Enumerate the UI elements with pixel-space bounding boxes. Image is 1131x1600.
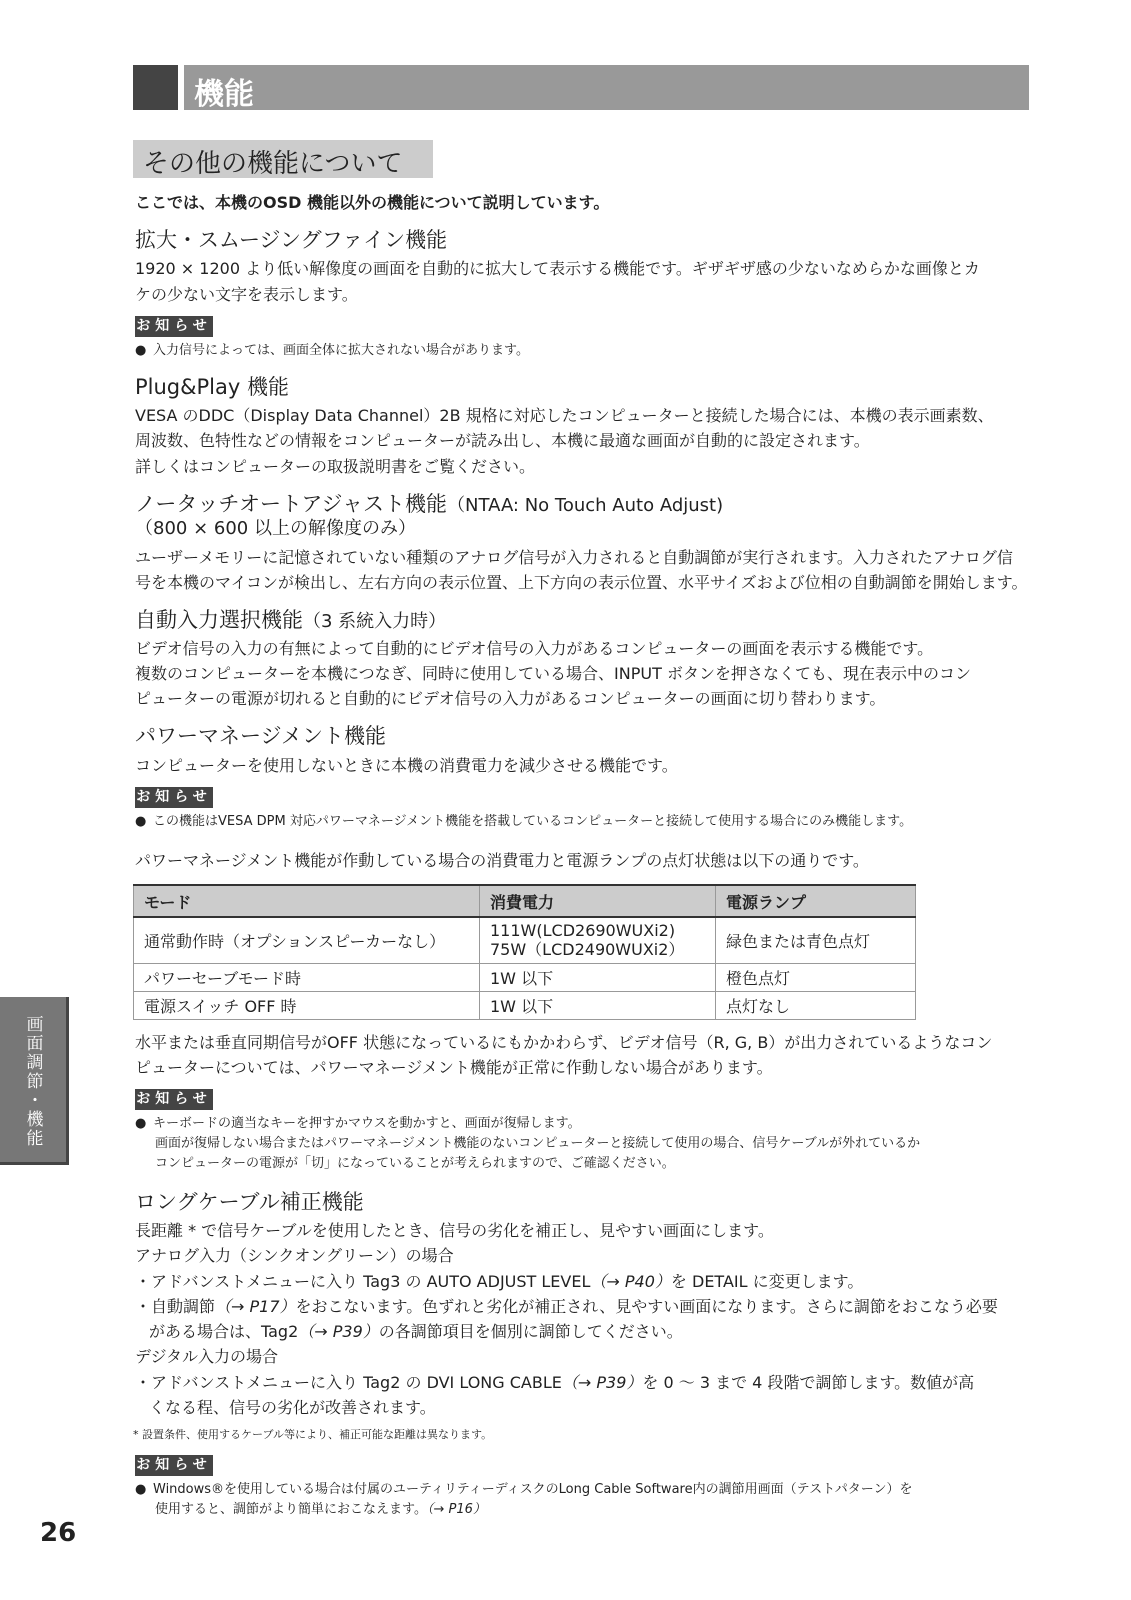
page-ref-p39: （→ P39） (298, 1322, 379, 1341)
s1-body1: 1920 × 1200 より低い解像度の画面を自動的に拡大して表示する機能です。ギザギザ感の少ないなめらかな画像とカ (135, 259, 980, 278)
s6-body8: くなる程、信号の劣化が改善されます。 (149, 1398, 436, 1417)
cell-lamp: 橙色点灯 (716, 963, 916, 991)
cell-power (480, 917, 716, 963)
bullet-icon: ● (135, 1116, 147, 1131)
s6-title: ロングケーブル補正機能 (135, 1190, 364, 1214)
header-block (133, 65, 178, 110)
page-ref-p16: （→ P16） (426, 1502, 486, 1517)
col-header-lamp: 電源ランプ (716, 885, 916, 917)
notice-label: お知らせ (135, 1455, 213, 1476)
s5-note2c: コンピューターの電源が「切」になっていることが考えられますので、ご確認ください。 (155, 1156, 675, 1171)
s6-body7a: ・アドバンストメニューに入り Tag2 の DVI LONG CABLE (135, 1373, 562, 1392)
s5-body4: ピューターについては、パワーマネージメント機能が正常に作動しない場合があります。 (135, 1058, 773, 1077)
page-title: 機能 (194, 77, 254, 112)
s2-body1: VESA のDDC（Display Data Channel）2B 規格に対応したコンピューターと接続した場合には、本機の表示画素数、 (135, 406, 994, 425)
notice-label: お知らせ (135, 1089, 213, 1110)
side-tab-label: 画面調節・機能 (22, 1015, 43, 1148)
s5-note-text: この機能はVESA DPM 対応パワーマネージメント機能を搭載しているコンピューターと接続して使用する場合にのみ機能します。 (153, 814, 913, 829)
s2-body3: 詳しくはコンピューターの取扱説明書をご覧ください。 (135, 457, 536, 476)
table-row (134, 917, 916, 963)
col-header-mode: モード (134, 885, 480, 917)
s6-body3c: を DETAIL に変更します。 (670, 1272, 864, 1291)
cell-power: 1W 以下 (480, 963, 716, 991)
s5-body2: パワーマネージメント機能が作動している場合の消費電力と電源ランプの点灯状態は以下の通りです。 (135, 851, 869, 870)
s4-title-suffix: （3 系統入力時） (303, 611, 447, 632)
cell-power-line2: 75W（LCD2490WUXi2） (490, 940, 685, 960)
cell-mode: 通常動作時（オプションスピーカーなし） (134, 917, 480, 963)
s6-body5a: がある場合は、Tag2 (149, 1322, 299, 1341)
s4-title (135, 606, 446, 636)
page-ref-p39: （→ P39） (561, 1373, 643, 1392)
side-tab (0, 997, 69, 1165)
page-number: 26 (40, 1518, 77, 1548)
s6-body7c: を 0 〜 3 まで 4 段階で調節します。数値が高 (642, 1373, 975, 1392)
section-title-box (133, 140, 433, 178)
s1-title: 拡大・スムージングファイン機能 (135, 228, 448, 252)
s4-body2: 複数のコンピューターを本機につなぎ、同時に使用している場合、INPUT ボタンを押さなくても、現在表示中のコン (135, 664, 971, 683)
footnote: * 設置条件、使用するケーブル等により、補正可能な距離は異なります。 (133, 1428, 493, 1441)
page-ref-p40: （→ P40） (590, 1272, 671, 1291)
cell-lamp: 点灯なし (716, 991, 916, 1019)
header-bar (184, 65, 1029, 110)
s2-title: Plug&Play 機能 (135, 375, 289, 399)
s6-body4 (135, 1294, 1045, 1320)
s1-body2: ケの少ない文字を表示します。 (135, 285, 358, 304)
s5-title: パワーマネージメント機能 (135, 724, 386, 748)
notice-label: お知らせ (135, 787, 213, 808)
s5-note2 (135, 1114, 1050, 1174)
col-header-power: 消費電力 (480, 885, 716, 917)
cell-power-line1: 111W(LCD2690WUXi2) (490, 921, 676, 941)
table-row (134, 991, 916, 1019)
s5-note2a: キーボードの適当なキーを押すかマウスを動かすと、画面が復帰します。 (153, 1116, 581, 1131)
s6-body4a: ・自動調節 (135, 1297, 216, 1316)
bullet-icon: ● (135, 1482, 147, 1497)
s4-body3: ピューターの電源が切れると自動的にビデオ信号の入力があるコンピューターの画面に切り替わります。 (135, 689, 886, 708)
s6-note-b: 使用すると、調節がより簡単におこなえます。 (155, 1502, 427, 1517)
s1-note-text: 入力信号によっては、画面全体に拡大されない場合があります。 (153, 343, 529, 358)
s6-body5 (135, 1319, 1059, 1345)
s4-title-main: 自動入力選択機能 (135, 608, 303, 632)
s6-body3 (135, 1269, 1045, 1295)
s6-body3a: ・アドバンストメニューに入り Tag3 の AUTO ADJUST LEVEL (135, 1272, 591, 1291)
cell-lamp: 緑色または青色点灯 (716, 917, 916, 963)
s3-body1: ユーザーメモリーに記憶されていない種類のアナログ信号が入力されると自動調節が実行されます。入力されたアナログ信 (135, 548, 1013, 567)
s6-body4c: をおこないます。色ずれと劣化が補正され、見やすい画面になります。さらに調節をおこなう必要 (295, 1297, 998, 1316)
s6-body6: デジタル入力の場合 (135, 1347, 279, 1366)
s1-note (135, 341, 1050, 361)
s6-body1: 長距離 * で信号ケーブルを使用したとき、信号の劣化を補正し、見やすい画面にします。 (135, 1221, 774, 1240)
notice-label: お知らせ (135, 316, 213, 337)
s3-subtitle: （800 × 600 以上の解像度のみ） (135, 518, 416, 539)
s6-note-a: Windows®を使用している場合は付属のユーティリティーディスクのLong Cable Software内の調節用画面（テストパターン）を (153, 1482, 913, 1497)
s3-title-suffix: （NTAA: No Touch Auto Adjust) (447, 495, 724, 516)
s5-note (135, 812, 1050, 832)
s3-body2: 号を本機のマイコンが検出し、左右方向の表示位置、上下方向の表示位置、水平サイズおよび位相の自動調節を開始します。 (135, 573, 1028, 592)
section-title: その他の機能について (143, 149, 403, 179)
s2-body2: 周波数、色特性などの情報をコンピューターが読み出し、本機に最適な画面が自動的に設定されます。 (135, 431, 870, 450)
s5-note2b: 画面が復帰しない場合またはパワーマネージメント機能のないコンピューターと接続して使用の場合、信号ケーブルが外れているか (155, 1136, 921, 1151)
bullet-icon: ● (135, 814, 147, 829)
cell-mode: 電源スイッチ OFF 時 (134, 991, 480, 1019)
s6-body5c: の各調節項目を個別に調節してください。 (378, 1322, 683, 1341)
s6-body7 (135, 1370, 1045, 1396)
cell-power: 1W 以下 (480, 991, 716, 1019)
table-row (134, 963, 916, 991)
s5-body3: 水平または垂直同期信号がOFF 状態になっているにもかかわらず、ビデオ信号（R, G, B）が出力されているようなコン (135, 1033, 993, 1052)
intro-text: ここでは、本機のOSD 機能以外の機能について説明しています。 (135, 193, 610, 212)
s3-title-main: ノータッチオートアジャスト機能 (135, 492, 448, 516)
s4-body1: ビデオ信号の入力の有無によって自動的にビデオ信号の入力があるコンピューターの画面を表示する機能です。 (135, 639, 934, 658)
cell-mode: パワーセーブモード時 (134, 963, 480, 991)
s5-body1: コンピューターを使用しないときに本機の消費電力を減少させる機能です。 (135, 756, 678, 775)
s6-body2: アナログ入力（シンクオングリーン）の場合 (135, 1246, 454, 1265)
page-ref-p17: （→ P17） (215, 1297, 296, 1316)
power-table (133, 884, 916, 1020)
s6-note (135, 1480, 1050, 1520)
bullet-icon: ● (135, 343, 147, 358)
